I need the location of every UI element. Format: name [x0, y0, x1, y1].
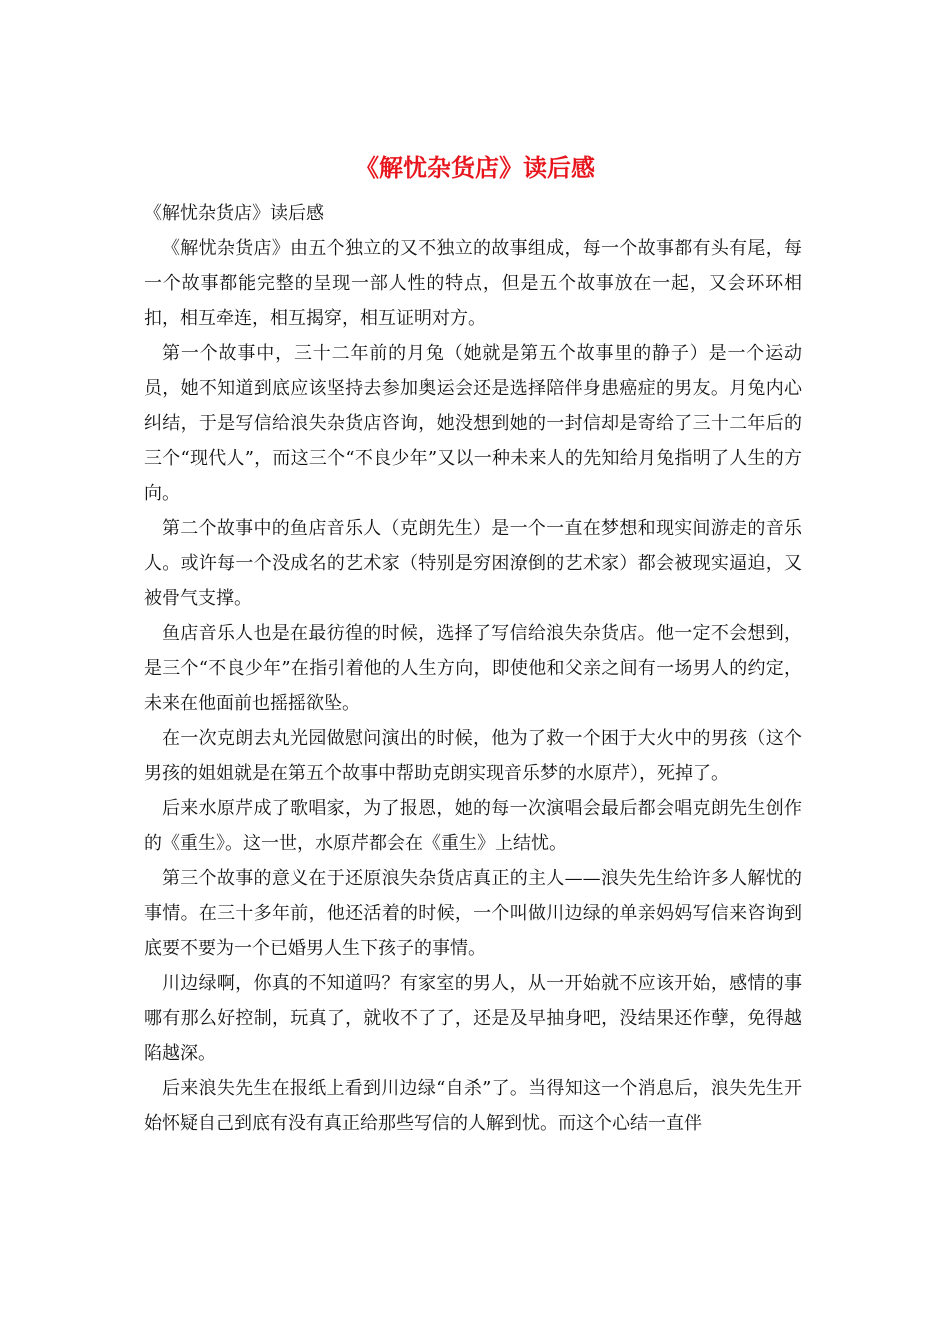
- paragraph-story-two-continued: 鱼店音乐人也是在最彷徨的时候，选择了写信给浪失杂货店。他一定不会想到，是三个“不良少年”在指引着他的人生方向，即使他和父亲之间有一场男人的约定，未来在他面前也摇摇欲坠。: [144, 623, 802, 714]
- paragraph-story-one: 第一个故事中，三十二年前的月兔（她就是第五个故事里的静子）是一个运动员，她不知道到底应该坚持去参加奥运会还是选择陪伴身患癌症的男友。月兔内心纠结，于是写信给浪失杂货店咨询，她没想到她的一封信却是寄给了三十二年后的三个“现代人”，而这三个“不良少年”又以一种未来人的先知给月兔指明了人生的方向。: [144, 343, 802, 504]
- document-title: 《解忧杂货店》读后感: [355, 153, 595, 182]
- paragraph-concert-fire: 在一次克朗去丸光园做慰问演出的时候，他为了救一个困于大火中的男孩（这个男孩的姐姐就是在第五个故事中帮助克朗实现音乐梦的水原芹），死掉了。: [144, 728, 802, 784]
- paragraph-story-three: 第三个故事的意义在于还原浪失杂货店真正的主人——浪失先生给许多人解忧的事情。在三十多年前，他还活着的时候，一个叫做川边绿的单亲妈妈写信来咨询到底要不要为一个已婚男人生下孩子的事情。: [144, 868, 802, 959]
- paragraph-story-two: 第二个故事中的鱼店音乐人（克朗先生）是一个一直在梦想和现实间游走的音乐人。或许每一个没成名的艺术家（特别是穷困潦倒的艺术家）都会被现实逼迫，又被骨气支撑。: [144, 518, 802, 609]
- document-subtitle: 《解忧杂货店》读后感: [144, 203, 324, 224]
- paragraph-intro: 《解忧杂货店》由五个独立的又不独立的故事组成，每一个故事都有头有尾，每一个故事都能完整的呈现一部人性的特点，但是五个故事放在一起，又会环环相扣，相互牵连，相互揭穿，相互证明对方。: [144, 238, 802, 329]
- document-body: [144, 196, 802, 1141]
- paragraph-advice: 川边绿啊，你真的不知道吗？有家室的男人，从一开始就不应该开始，感情的事哪有那么好控制，玩真了，就收不了了，还是及早抽身吧，没结果还作孽，免得越陷越深。: [144, 973, 802, 1064]
- paragraph-rebirth-song: 后来水原芹成了歌唱家，为了报恩，她的每一次演唱会最后都会唱克朗先生创作的《重生》。这一世，水原芹都会在《重生》上结忧。: [144, 798, 802, 854]
- paragraph-newspaper: 后来浪失先生在报纸上看到川边绿“自杀”了。当得知这一个消息后，浪失先生开始怀疑自己到底有没有真正给那些写信的人解到忧。而这个心结一直伴: [144, 1078, 802, 1134]
